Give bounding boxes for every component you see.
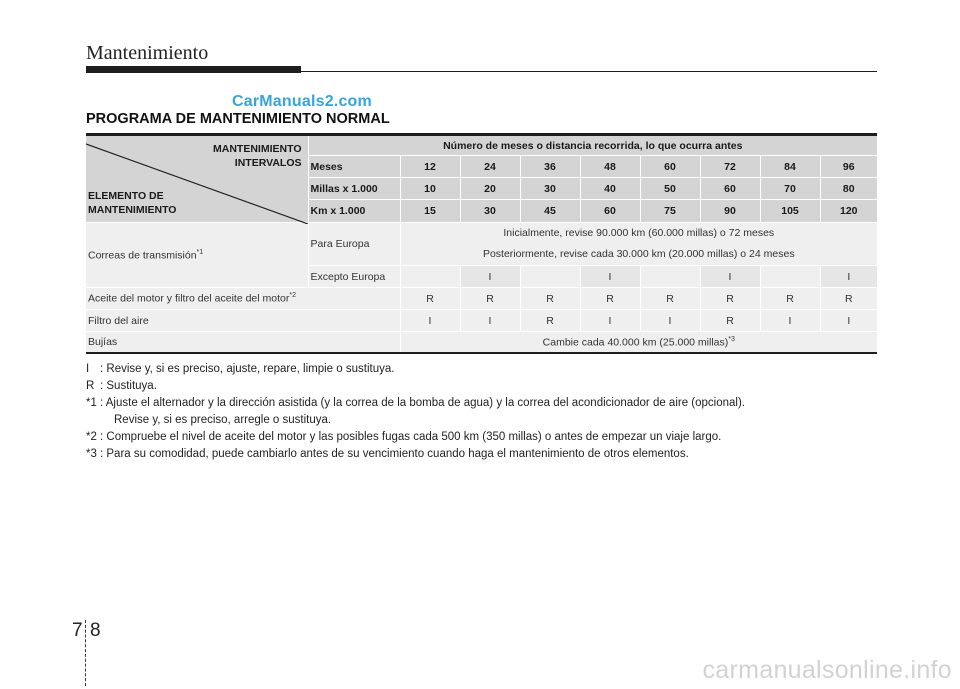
row-bujias: Bujías Cambie cada 40.000 km (25.000 millas)$^{*3}$ [86, 332, 877, 353]
page-divider [85, 620, 87, 686]
correas-label: Correas de transmisión$^{*1}$ [86, 223, 308, 288]
section-title: PROGRAMA DE MANTENIMIENTO NORMAL [86, 111, 390, 127]
legend-item: *3 : Para su comodidad, puede cambiarlo antes de su vencimiento cuando haga el mantenimiento de otros elementos. [86, 448, 689, 460]
legend [86, 361, 877, 463]
table-corner [86, 135, 308, 223]
row-millas: Millas x 1.000 10 20 30 40 50 60 70 80 [86, 178, 877, 200]
header-title: Mantenimiento [86, 42, 209, 64]
footer-watermark[interactable]: carmanualsonline.info [702, 656, 952, 684]
row-km: Km x 1.000 15 30 45 60 75 90 105 120 [86, 200, 877, 223]
row-filtro: Filtro del aire I I R I I R I I [86, 310, 877, 332]
legend-item: I : Revise y, si es preciso, ajuste, repare, limpie o sustituya. [86, 363, 395, 375]
row-correas-europa: Correas de transmisión$^{*1}$ Para Europa Inicialmente, revise 90.000 km (60.000 millas) o 72 meses Posteriormente, revise cada 30.000 km (20.000 millas) o 24 meses [86, 223, 877, 266]
corner-item-label: ELEMENTO DE MANTENIMIENTO [88, 190, 177, 216]
header-bar [86, 66, 301, 73]
page-number: 8 [90, 620, 101, 641]
interval-header: Número de meses o distancia recorrida, lo que ocurra antes [308, 135, 877, 156]
maintenance-table [86, 133, 877, 353]
row-correas-excepto: Excepto Europa I I I I [86, 266, 877, 288]
table-bottom-rule [86, 352, 877, 354]
legend-item: R : Sustituya. [86, 380, 157, 392]
header-rule [301, 71, 877, 72]
page-chapter: 7 [72, 620, 83, 641]
row-aceite: Aceite del motor y filtro del aceite del motor$^{*2}$ R R R R R R R R [86, 288, 877, 310]
legend-item: *2 : Compruebe el nivel de aceite del motor y las posibles fugas cada 500 km (350 millas) o antes de empezar un viaje largo. [86, 431, 722, 443]
watermark[interactable]: CarManuals2.com [232, 93, 372, 110]
legend-item-cont: Revise y, si es preciso, arregle o sustituya. [114, 414, 332, 426]
legend-item: *1 : Ajuste el alternador y la dirección asistida (y la correa de la bomba de agua) y la correa del acondicionador de aire (opcional). [86, 397, 745, 409]
corner-interval-label: MANTENIMIENTO INTERVALOS [213, 143, 302, 169]
row-meses: Meses 12 24 36 48 60 72 84 96 [86, 156, 877, 178]
correas-europa-text: Inicialmente, revise 90.000 km (60.000 millas) o 72 meses Posteriormente, revise cada 30.000 km (20.000 millas) o 24 meses [400, 223, 877, 266]
